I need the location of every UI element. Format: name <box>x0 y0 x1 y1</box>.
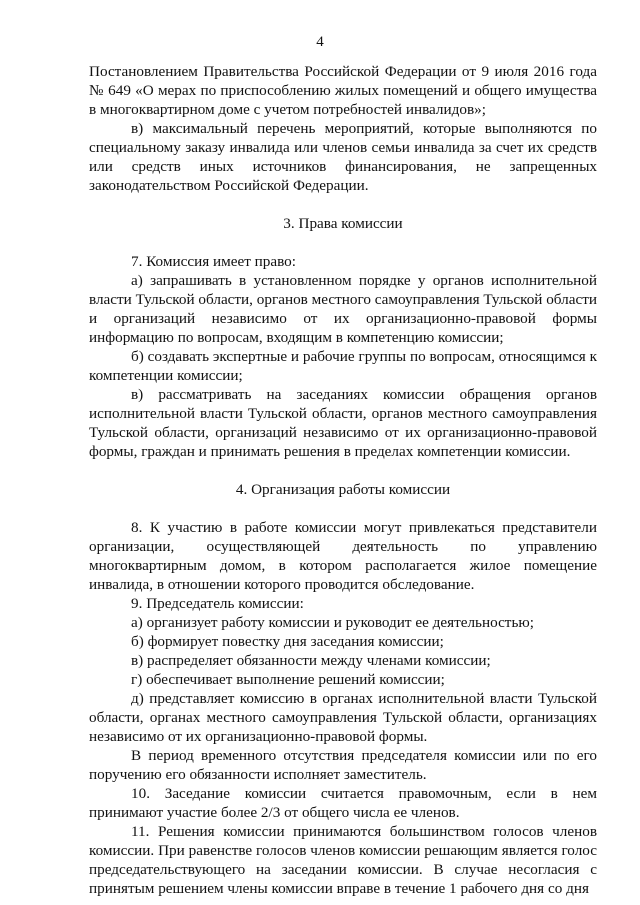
paragraph: 11. Решения комиссии принимаются большинством голосов членов комиссии. При равенстве голосов членов комиссии решающим является голос председательствующего на заседании комиссии. В случае несогласия с принятым решением члены комиссии вправе в течение 1 рабочего дня со дня <box>89 823 597 897</box>
section-heading-3: 3. Права комиссии <box>283 215 403 232</box>
paragraph: в) рассматривать на заседаниях комиссии обращения органов исполнительной власти Тульской области, органов местного самоуправления Тульской области, организаций независимо от их организационно-правовой формы, граждан и принимать решения в пределах компетенции комиссии. <box>89 386 597 460</box>
paragraph: 10. Заседание комиссии считается правомочным, если в нем принимают участие более 2/3 от общего числа ее членов. <box>89 785 597 821</box>
paragraph: а) организует работу комиссии и руководит ее деятельностью; <box>131 614 534 631</box>
paragraph: б) создавать экспертные и рабочие группы по вопросам, относящимся к компетенции комиссии; <box>89 348 597 384</box>
page-number: 4 <box>316 34 324 50</box>
paragraph: д) представляет комиссию в органах исполнительной власти Тульской области, органах местного самоуправления Тульской области, организациях независимо от их организационно-правовой формы. <box>89 690 597 745</box>
paragraph: 8. К участию в работе комиссии могут привлекаться представители организации, осуществляющей деятельность по управлению многоквартирным домом, в котором располагается жилое помещение инвалида, в отношении которого проводится обследование. <box>89 519 597 593</box>
paragraph: 7. Комиссия имеет право: <box>131 253 296 270</box>
section-heading-4: 4. Организация работы комиссии <box>235 481 451 498</box>
paragraph: 9. Председатель комиссии: <box>131 595 304 612</box>
paragraph: б) формирует повестку дня заседания комиссии; <box>131 633 444 650</box>
paragraph: Постановлением Правительства Российской Федерации от 9 июля 2016 года № 649 «О мерах по приспособлению жилых помещений и общего имущества в многоквартирном доме с учетом потребностей инвалидов»; <box>89 63 597 118</box>
paragraph: в) распределяет обязанности между членами комиссии; <box>131 652 491 669</box>
document-body <box>89 62 597 898</box>
paragraph: В период временного отсутствия председателя комиссии или по его поручению его обязанности исполняет заместитель. <box>89 747 597 783</box>
paragraph: в) максимальный перечень мероприятий, которые выполняются по специальному заказу инвалида или членов семьи инвалида за счет их средств или средств иных источников финансирования, не запрещенных законодательством Российской Федерации. <box>89 120 597 194</box>
paragraph: а) запрашивать в установленном порядке у органов исполнительной власти Тульской области, органов местного самоуправления Тульской области и организаций независимо от их организационно-правовой формы информацию по вопросам, входящим в компетенцию комиссии; <box>89 272 597 346</box>
paragraph: г) обеспечивает выполнение решений комиссии; <box>131 671 445 688</box>
